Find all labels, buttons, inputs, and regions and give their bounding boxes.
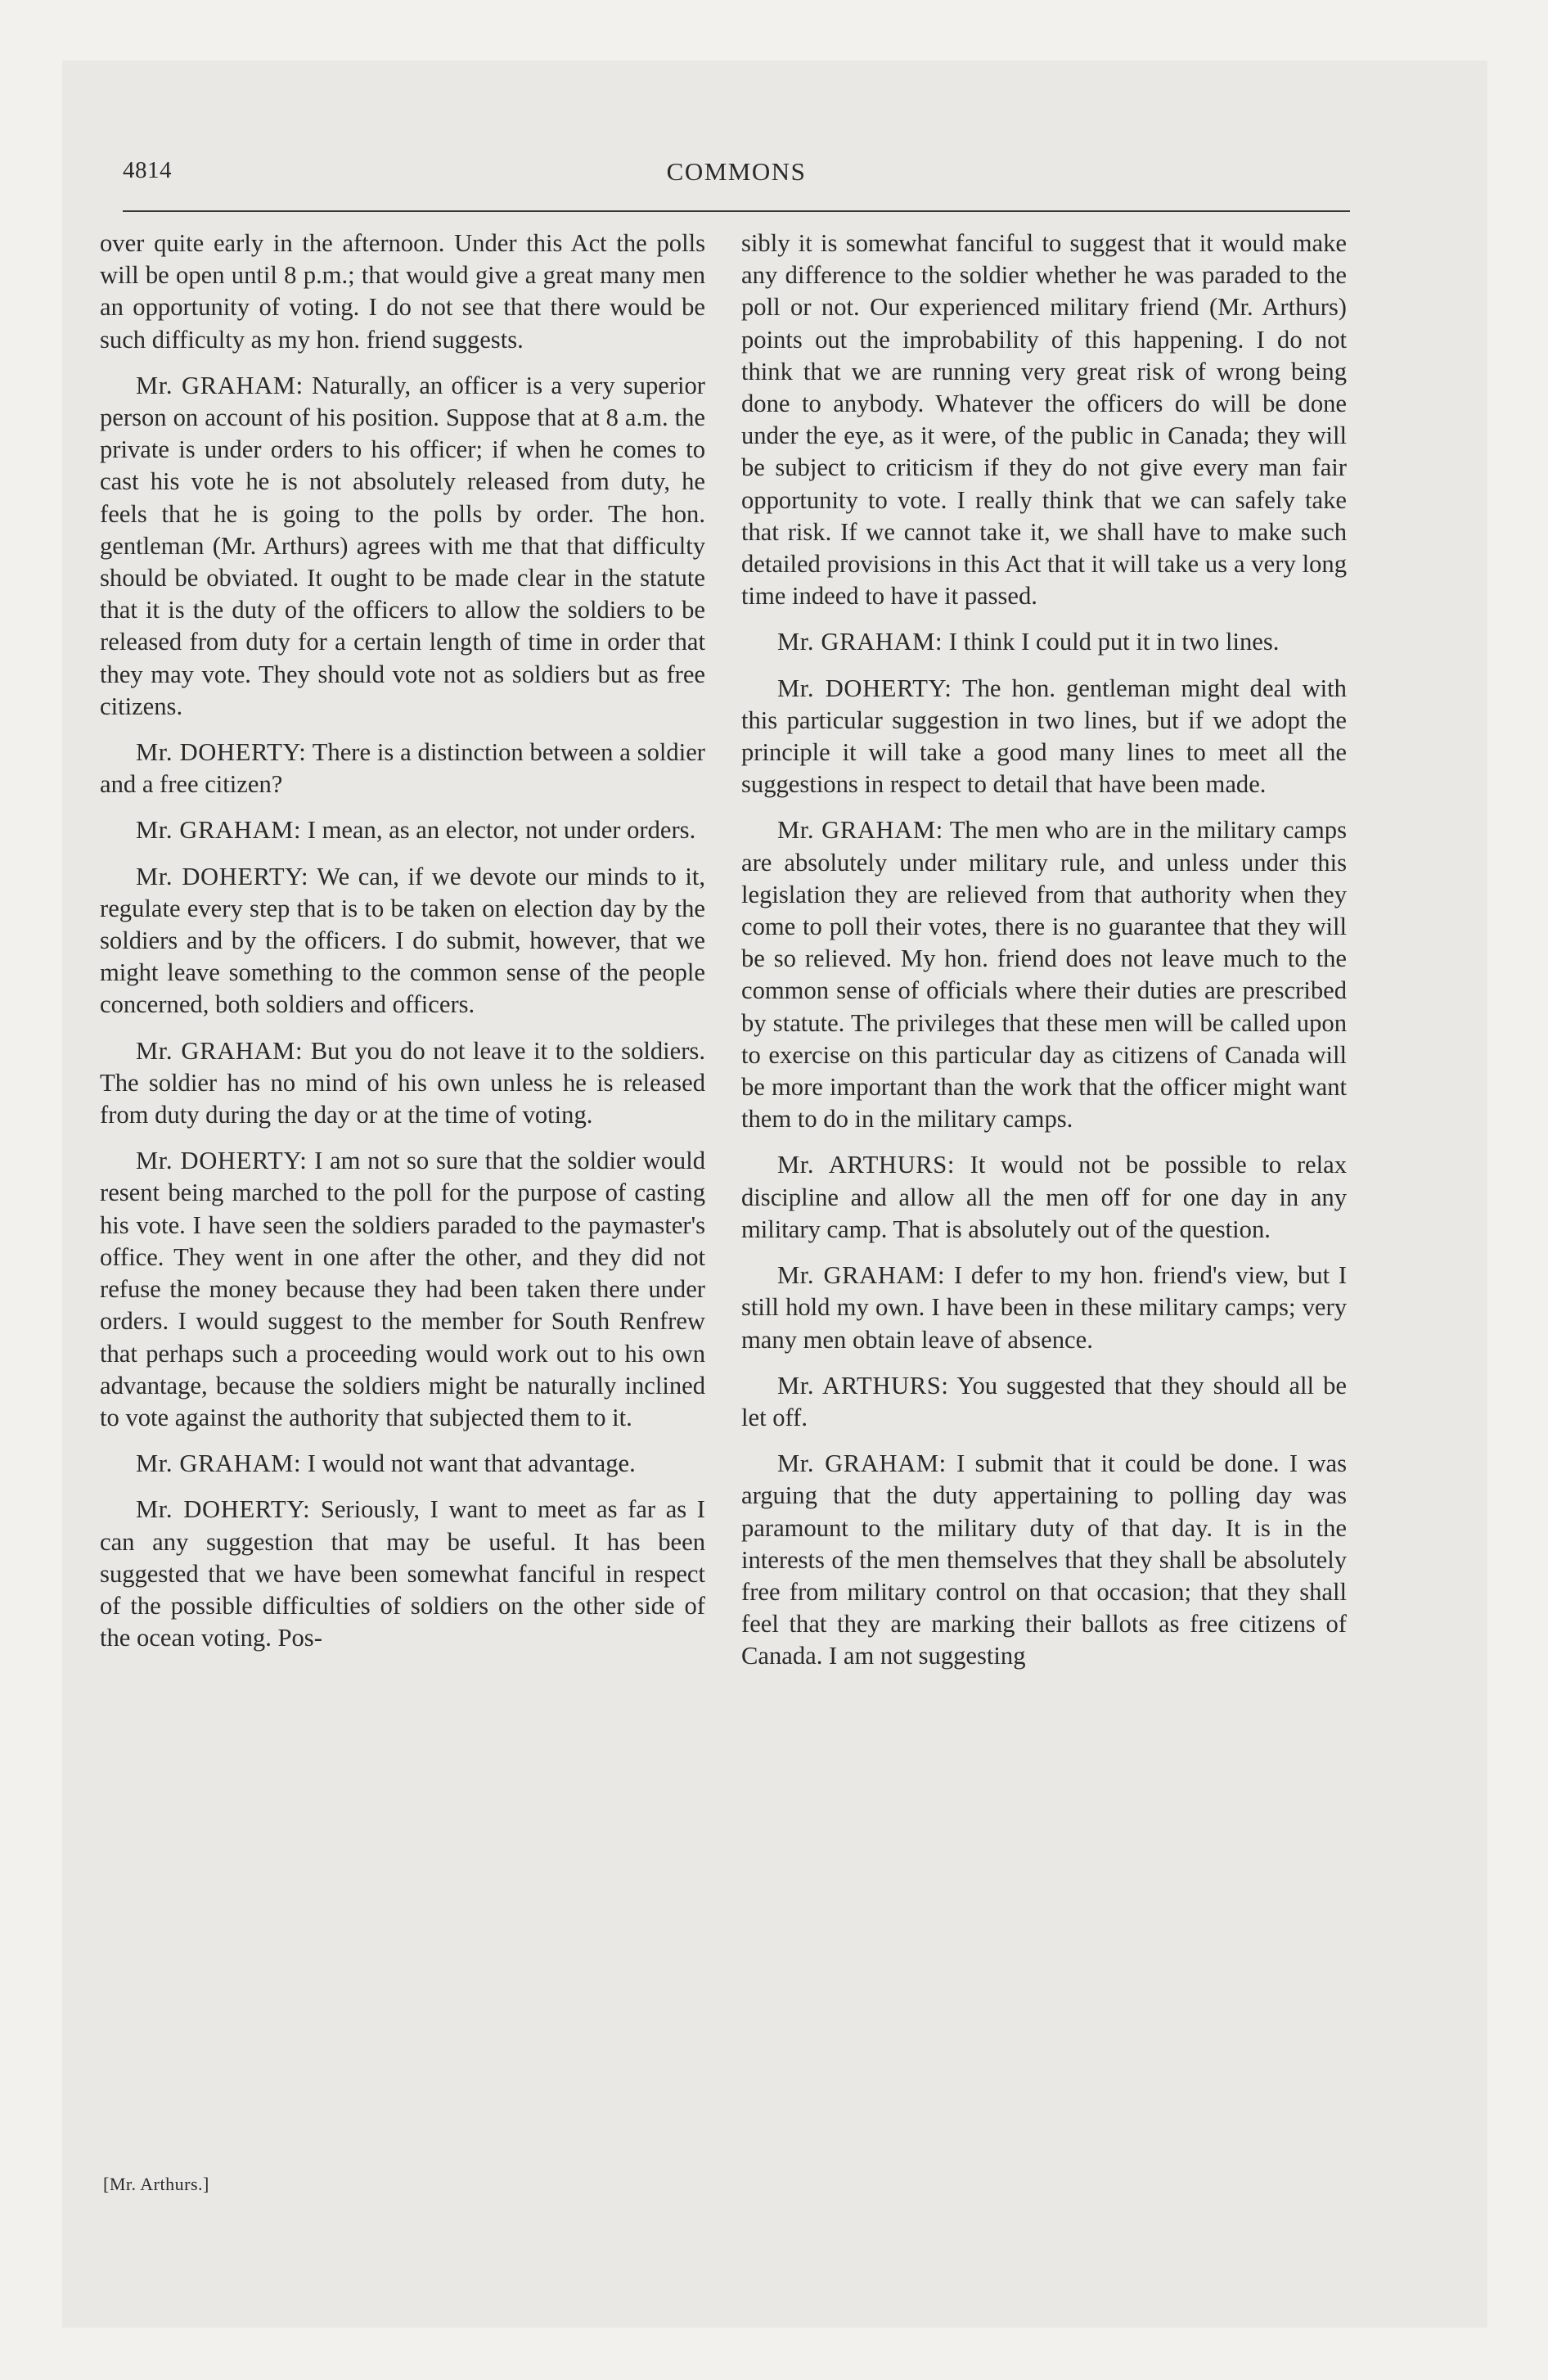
speaker-name: Mr. GRAHAM: [777,816,943,845]
right-column [741,228,1347,1687]
paragraph: Mr. GRAHAM: I defer to my hon. friend's view, but I still hold my own. I have been in these military camps; very many men obtain leave of absence. [741,1261,1348,1354]
paragraph: Mr. GRAHAM: But you do not leave it to the soldiers. The soldier has no mind of his own unless he is released from duty during the day or at the time of voting. [100,1036,705,1129]
paragraph: Mr. DOHERTY: Seriously, I want to meet as far as I can any suggestion that may be useful. It has been suggested that we have been somewhat fanciful in respect of the possible difficulties of soldiers on the other side of the ocean voting. Pos- [100,1495,705,1652]
paragraph: Mr. DOHERTY: I am not so sure that the soldier would resent being marched to the poll for the purpose of casting his vote. I have seen the soldiers paraded to the paymaster's office. They went in one after the other, and they did not refuse the money because they had been taken there under orders. I would suggest to the member for South Renfrew that perhaps such a proceeding would work out to his own advantage, because the soldiers might be naturally inclined to vote against the authority that subjected them to it. [100,1147,705,1431]
speaker-name: Mr. GRAHAM: [777,1261,946,1290]
paragraph: Mr. GRAHAM: I submit that it could be done. I was arguing that the duty appertaining to polling day was paramount to the military duty of that day. It is in the interests of the men themselves that they shall be absolutely free from military control on that occasion; that they shall feel that they are marking their ballots as free citizens of Canada. I am not suggesting [741,1449,1347,1670]
paragraph: over quite early in the afternoon. Under this Act the polls will be open until 8 p.m.; that would give a great many men an opportunity of voting. I do not see that there would be such difficulty as my hon. friend suggests. [100,229,705,354]
page-number: 4814 [123,157,172,183]
paragraph: Mr. GRAHAM: I would not want that advantage. [136,1449,636,1478]
speaker-name: Mr. GRAHAM: [777,1449,947,1478]
paragraph: Mr. ARTHURS: It would not be possible to relax discipline and allow all the men off for one day in any military camp. That is absolutely out of the question. [741,1151,1347,1243]
paragraph: sibly it is somewhat fanciful to suggest that it would make any difference to the soldier whether he was paraded to the poll or not. Our experienced military friend (Mr. Arthurs) points out the improbability of this happening. I do not think that we are running very great risk of wrong being done to anybody. Whatever the officers do will be done under the eye, as it were, of the public in Canada; they will be subject to criticism if they do not give every man fair opportunity to vote. I really think that we can safely take that risk. If we cannot take it, we shall have to make such detailed provisions in this Act that it will take us a very long time indeed to have it passed. [741,229,1347,611]
speaker-name: Mr. GRAHAM: [136,371,304,399]
speaker-name: Mr. DOHERTY: [136,738,307,767]
paragraph: Mr. ARTHURS: You suggested that they should all be let off. [741,1371,1347,1431]
speaker-name: Mr. GRAHAM: [136,1036,304,1065]
paragraph: Mr. DOHERTY: There is a distinction between a soldier and a free citizen? [100,738,705,799]
paragraph: Mr. DOHERTY: We can, if we devote our minds to it, regulate every step that is to be taken on election day by the soldiers and by the officers. I do submit, however, that we might leave something to the common sense of the people concerned, both soldiers and officers. [100,862,705,1019]
paragraph: Mr. GRAHAM: The men who are in the military camps are absolutely under military rule, and unless under this legislation they are relieved from that authority when they come to poll their votes, there is no guarantee that they will be so relieved. My hon. friend does not leave much to the common sense of officials where their duties are prescribed by statute. The privileges that these men will be called upon to exercise on this particular day as citizens of Canada will be more important than the work that the officer might want them to do in the military camps. [741,816,1347,1134]
speaker-name: Mr. ARTHURS: [777,1151,955,1179]
paragraph: Mr. GRAHAM: I think I could put it in two lines. [777,628,1280,656]
speaker-name: Mr. DOHERTY: [777,674,952,702]
speaker-name: Mr. ARTHURS: [777,1371,949,1400]
running-head: COMMONS [666,157,807,186]
footer-speaker-note: [Mr. Arthurs.] [103,2174,209,2194]
speaker-name: Mr. DOHERTY: [136,1147,308,1175]
speaker-name: Mr. DOHERTY: [136,862,309,890]
page-header [123,151,1350,200]
speaker-name: Mr. GRAHAM: [777,628,943,656]
speaker-name: Mr. GRAHAM: [136,816,302,845]
left-column [100,228,705,1668]
paragraph: Mr. DOHERTY: The hon. gentleman might deal with this particular suggestion in two lines, but if we adopt the principle it will take a good many lines to meet all the suggestions in respect to detail that have been made. [741,674,1347,799]
paragraph: Mr. GRAHAM: Naturally, an officer is a very superior person on account of his position. Suppose that at 8 a.m. the private is under orders to his officer; if when he comes to cast his vote he is not absolutely released from duty, he feels that he is going to the polls by order. The hon. gentleman (Mr. Arthurs) agrees with me that that difficulty should be obviated. It ought to be made clear in the statute that it is the duty of the officers to allow the soldiers to be released from duty for a certain length of time in order that they may vote. They should vote not as soldiers but as free citizens. [100,371,705,720]
speaker-name: Mr. DOHERTY: [136,1495,311,1524]
header-rule [123,210,1350,212]
paragraph: Mr. GRAHAM: I mean, as an elector, not under orders. [136,816,696,845]
speaker-name: Mr. GRAHAM: [136,1449,302,1478]
